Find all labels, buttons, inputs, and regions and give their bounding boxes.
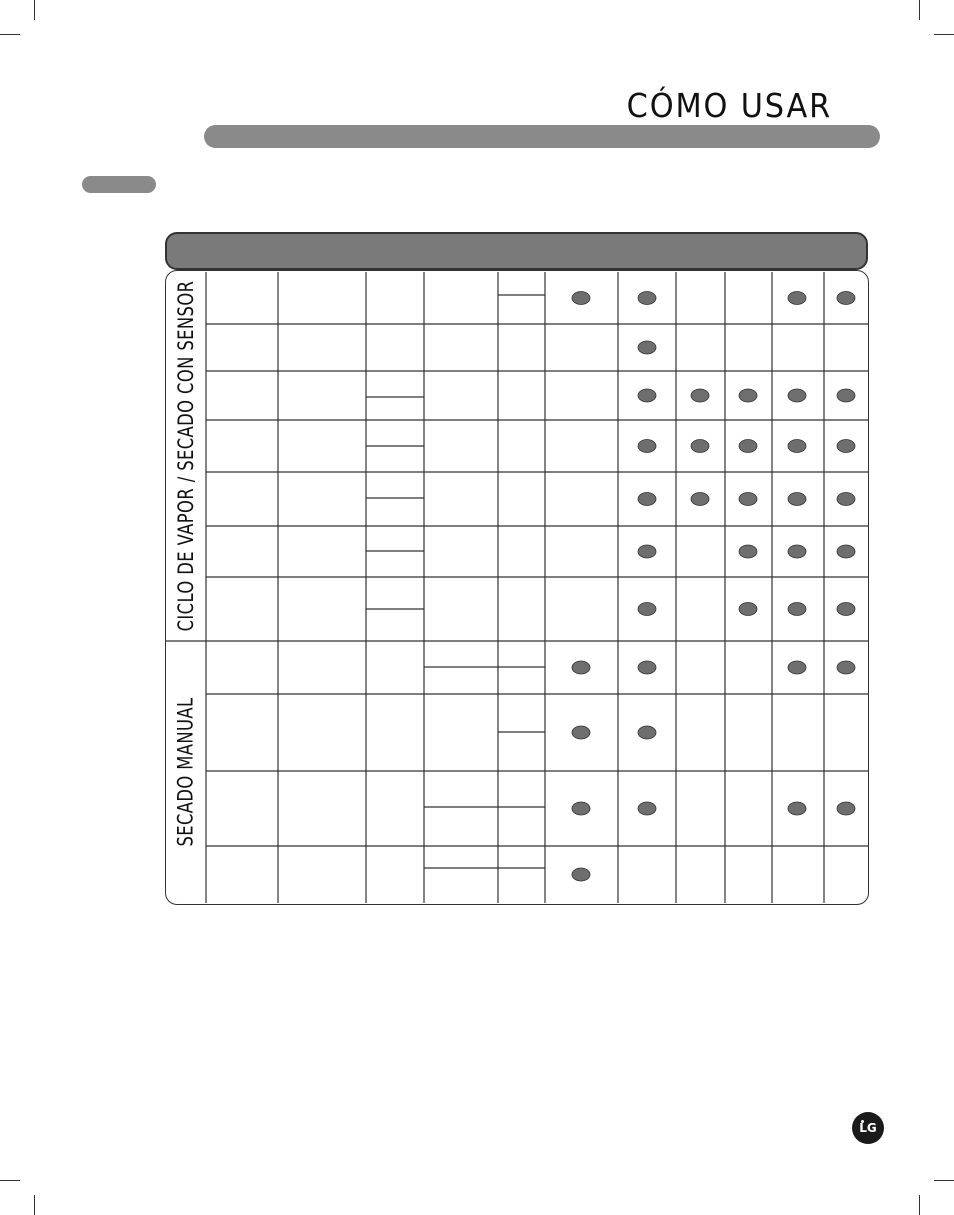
option-dot	[638, 389, 656, 402]
option-dot	[638, 603, 656, 616]
option-dot	[837, 603, 855, 616]
option-dot	[638, 802, 656, 815]
option-dot	[837, 292, 855, 305]
section-label-manual: SECADO MANUAL	[174, 697, 199, 847]
option-dot	[788, 389, 806, 402]
option-dot	[788, 603, 806, 616]
option-dot	[739, 440, 757, 453]
option-dot	[739, 493, 757, 506]
option-dot	[739, 389, 757, 402]
option-dot	[572, 661, 590, 674]
option-dot	[572, 868, 590, 881]
option-dot	[837, 493, 855, 506]
option-dot	[788, 661, 806, 674]
option-dot	[837, 440, 855, 453]
option-dot	[837, 545, 855, 558]
option-dot	[739, 603, 757, 616]
option-dot	[638, 726, 656, 739]
option-dot	[691, 389, 709, 402]
lg-logo-mark: LG	[859, 1121, 877, 1135]
option-dot	[788, 802, 806, 815]
option-dot	[638, 341, 656, 354]
option-dot	[837, 802, 855, 815]
option-dot	[638, 440, 656, 453]
option-dot	[788, 292, 806, 305]
option-dot	[572, 802, 590, 815]
option-dot	[788, 440, 806, 453]
option-dot	[638, 545, 656, 558]
lg-logo	[852, 1112, 884, 1144]
page-title: CÓMO USAR	[626, 86, 832, 125]
option-dot	[638, 661, 656, 674]
section-label-sensor: CICLO DE VAPOR / SECADO CON SENSOR	[174, 280, 199, 632]
option-dot	[837, 389, 855, 402]
option-dot	[638, 493, 656, 506]
option-dot	[572, 292, 590, 305]
option-dot	[739, 545, 757, 558]
option-dot	[788, 545, 806, 558]
option-dot	[638, 292, 656, 305]
option-dot	[788, 493, 806, 506]
option-dot	[572, 726, 590, 739]
option-dot	[691, 440, 709, 453]
option-dot	[691, 493, 709, 506]
option-dot	[837, 661, 855, 674]
